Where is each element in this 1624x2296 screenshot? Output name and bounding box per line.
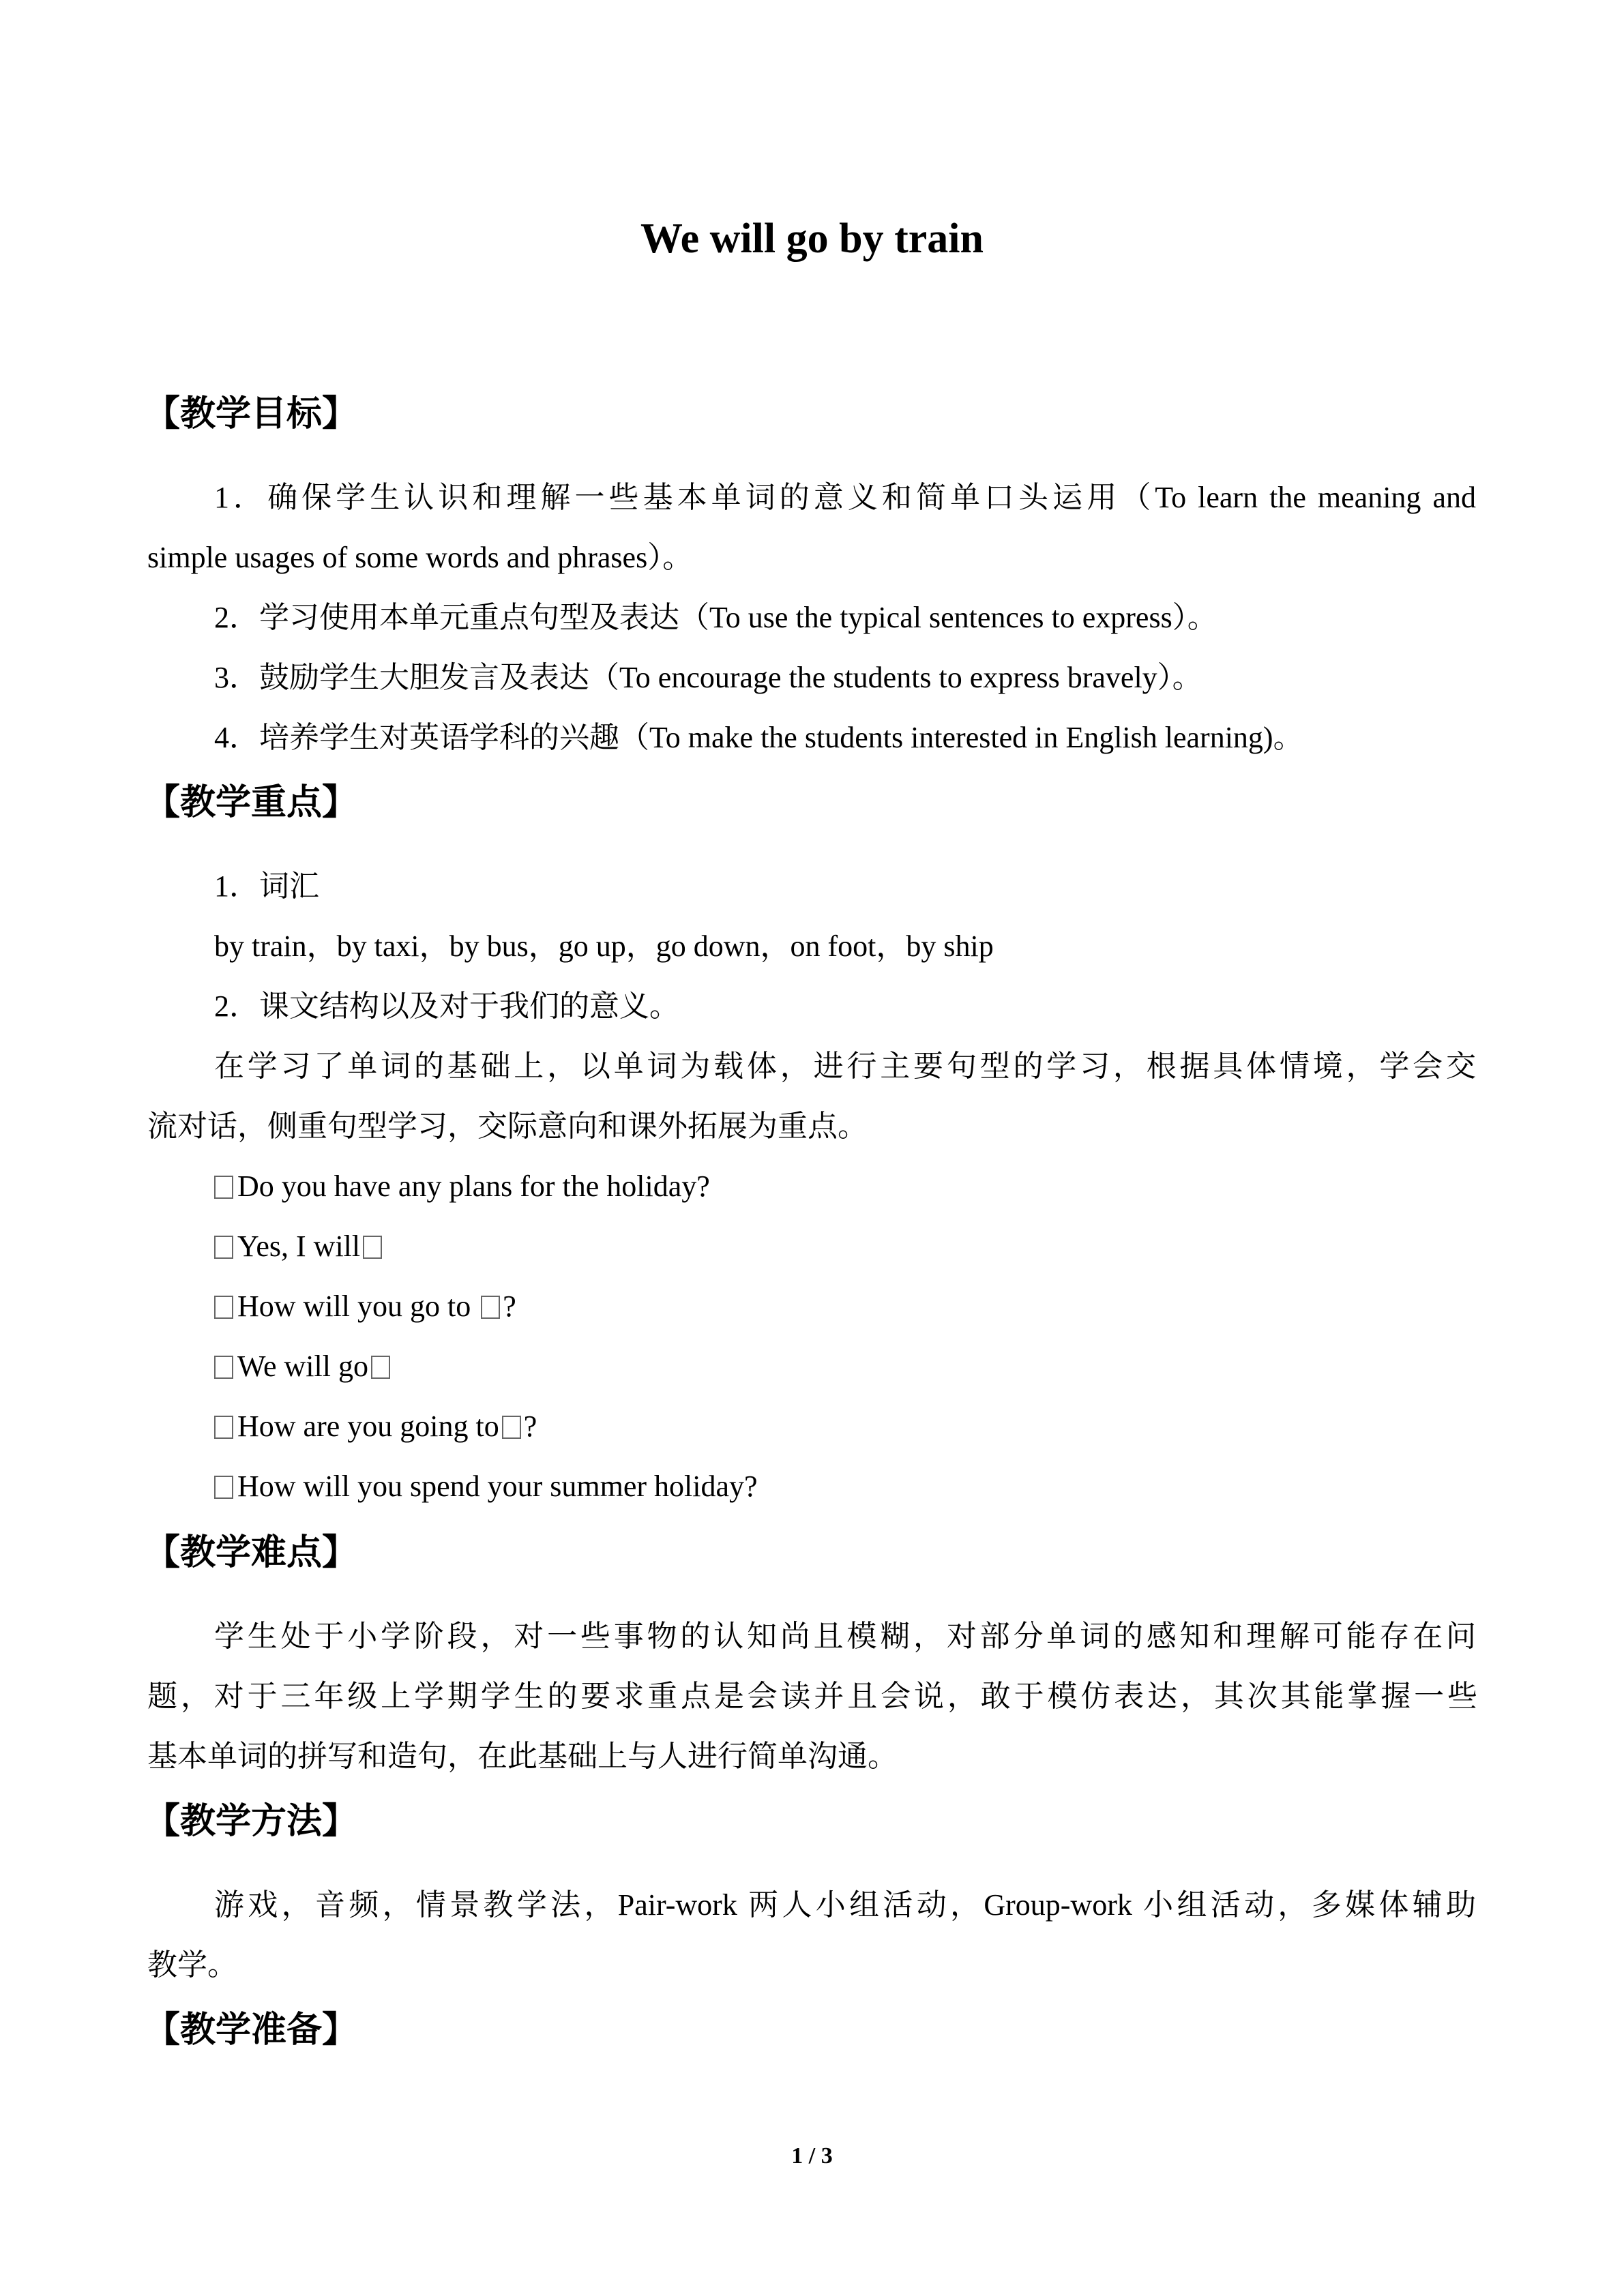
page-number: 1 / 3: [791, 2143, 833, 2168]
sentence-text: Yes, I will: [237, 1229, 361, 1263]
missing-glyph-icon: [214, 1296, 233, 1319]
structure-label: 2．课文结构以及对于我们的意义。: [214, 989, 679, 1023]
document-title: We will go by train: [640, 215, 984, 262]
section-heading-key-points: 【教学重点】: [145, 782, 358, 823]
sentence-pattern-6: [214, 1466, 758, 1507]
missing-glyph-icon: [363, 1236, 382, 1259]
missing-glyph-icon: [214, 1476, 233, 1499]
sentence-text: How will you go to: [237, 1289, 471, 1323]
missing-glyph-icon: [371, 1356, 390, 1379]
key-points-paragraph-line-1: 在学习了单词的基础上，以单词为载体，进行主要句型的学习，根据具体情境，学会交: [214, 1049, 1476, 1083]
sentence-tail: ?: [503, 1289, 516, 1323]
methods-line-1: 游戏，音频，情景教学法，Pair-work 两人小组活动，Group-work 小组活动，多媒体辅助: [214, 1888, 1476, 1922]
vocab-label: 1．词汇: [214, 869, 319, 903]
sentence-text: How are you going to: [237, 1410, 499, 1443]
sentence-pattern-2: [214, 1226, 385, 1267]
missing-glyph-icon: [214, 1416, 233, 1439]
objective-item-1-line-2: simple usages of some words and phrases）。: [147, 541, 693, 574]
sentence-text: Do you have any plans for the holiday?: [237, 1169, 710, 1203]
sentence-pattern-4: [214, 1346, 393, 1387]
section-heading-difficulties: 【教学难点】: [145, 1532, 358, 1573]
key-points-paragraph-line-2: 流对话，侧重句型学习，交际意向和课外拓展为重点。: [147, 1109, 868, 1143]
difficulties-line-1: 学生处于小学阶段，对一些事物的认知尚且模糊，对部分单词的感知和理解可能存在问: [214, 1620, 1476, 1653]
vocab-list: by train，by taxi，by bus，go up，go down，on foot，by ship: [214, 929, 994, 963]
difficulties-line-3: 基本单词的拼写和造句，在此基础上与人进行简单沟通。: [147, 1740, 898, 1773]
sentence-pattern-5: [214, 1406, 537, 1447]
sentence-text: We will go: [237, 1350, 368, 1383]
section-heading-preparation: 【教学准备】: [145, 2010, 358, 2051]
missing-glyph-icon: [214, 1236, 233, 1259]
sentence-text: How will you spend your summer holiday?: [237, 1470, 758, 1503]
section-heading-methods: 【教学方法】: [145, 1801, 358, 1842]
sentence-pattern-3: [214, 1286, 516, 1327]
difficulties-line-2: 题，对于三年级上学期学生的要求重点是会读并且会说，敢于模仿表达，其次其能掌握一些: [147, 1680, 1477, 1713]
objective-item-3: 3．鼓励学生大胆发言及表达（To encourage the students to express bravely）。: [214, 661, 1202, 694]
methods-line-2: 教学。: [147, 1948, 237, 1982]
objective-item-4: 4．培养学生对英语学科的兴趣（To make the students interested in English learning)。: [214, 721, 1303, 754]
missing-glyph-icon: [502, 1416, 521, 1439]
sentence-pattern-1: [214, 1166, 710, 1207]
sentence-tail: ?: [523, 1410, 537, 1443]
missing-glyph-icon: [214, 1176, 233, 1199]
missing-glyph-icon: [214, 1356, 233, 1379]
objective-item-2: 2．学习使用本单元重点句型及表达（To use the typical sentences to express）。: [214, 601, 1217, 634]
missing-glyph-icon: [481, 1296, 500, 1319]
objective-item-1-line-1: 1．确保学生认识和理解一些基本单词的意义和简单口头运用（To learn the meaning and: [214, 481, 1476, 514]
section-heading-objectives: 【教学目标】: [145, 393, 358, 434]
